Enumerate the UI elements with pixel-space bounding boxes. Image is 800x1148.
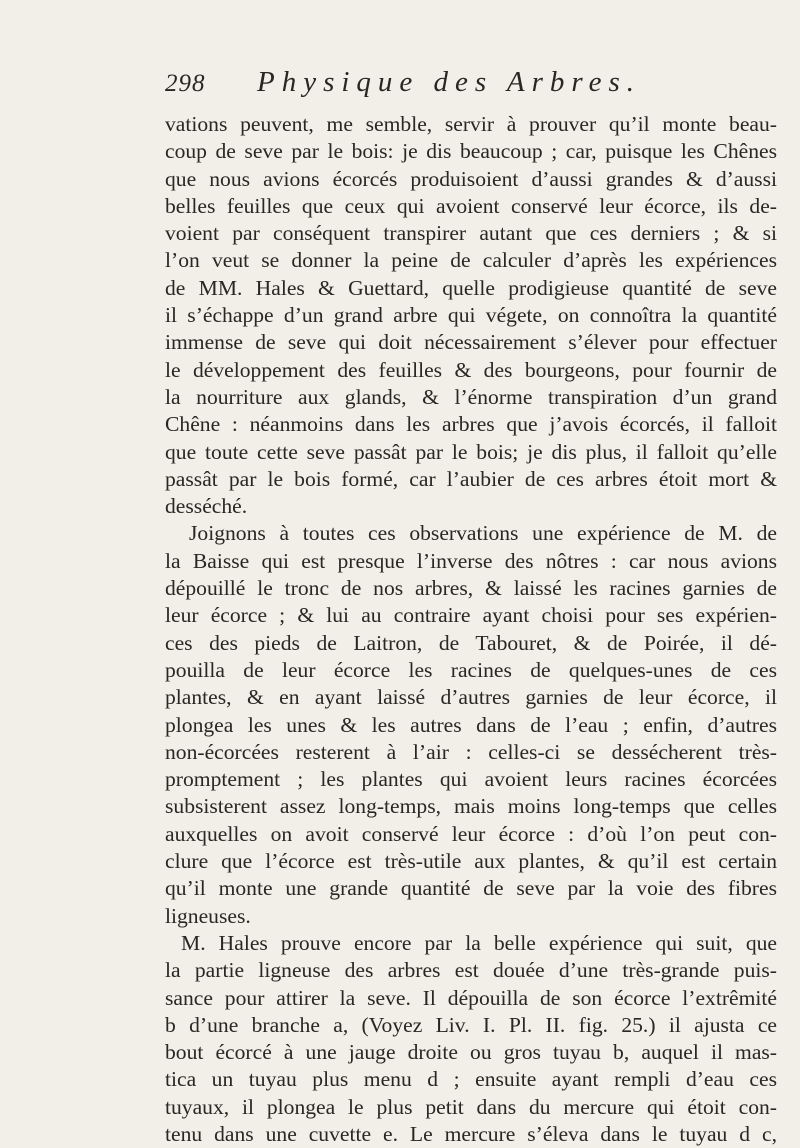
text-line: promptement ; les plantes qui avoient leurs racines écorcées (165, 767, 777, 792)
text-line: b d’une branche a, (Voyez Liv. I. Pl. II. fig. 25.) il ajusta ce (165, 1012, 777, 1037)
text-line: pouilla de leur écorce les racines de quelques-unes de ces (165, 657, 777, 682)
text-line: bout écorcé à une jauge droite ou gros tuyau b, auquel il mas- (165, 1040, 777, 1065)
text-line: la Baisse qui est presque l’inverse des nôtres : car nous avions (165, 548, 777, 573)
text-line: vations peuvent, me semble, servir à prouver qu’il monte beau- (165, 112, 777, 136)
text-line: tica un tuyau plus menu d ; ensuite ayant rempli d’eau ces (165, 1067, 777, 1092)
text-line: ces des pieds de Laitron, de Tabouret, & de Poirée, il dé- (165, 630, 777, 655)
text-line: il s’échappe d’un grand arbre qui végete, on connoîtra la quantité (165, 303, 777, 328)
text-line: tuyaux, il plongea le plus petit dans du mercure qui étoit con- (165, 1094, 777, 1119)
text-line: Joignons à toutes ces observations une expérience de M. de (189, 521, 777, 546)
text-line: voient par conséquent transpirer autant que ces derniers ; & si (165, 221, 777, 246)
text-line: la nourriture aux glands, & l’énorme transpiration d’un grand (165, 384, 777, 409)
text-line: ligneuses. (165, 903, 251, 928)
text-line: passât par le bois formé, car l’aubier de ces arbres étoit mort & (165, 466, 777, 491)
body-text (165, 111, 777, 1148)
text-line: non-écorcées resterent à l’air : celles-ci se dessécherent très- (165, 739, 777, 764)
text-line: tenu dans une cuvette e. Le mercure s’éleva dans le tuyau d c, (165, 1121, 777, 1146)
text-line: la partie ligneuse des arbres est douée d’une très-grande puis- (165, 958, 777, 983)
text-line: clure que l’écorce est très-utile aux plantes, & qu’il est certain (165, 849, 777, 874)
page-header (165, 66, 765, 106)
text-line: que nous avions écorcés produisoient d’aussi grandes & d’aussi (165, 166, 777, 191)
text-line: l’on veut se donner la peine de calculer d’après les expériences (165, 248, 777, 273)
text-line: auxquelles on avoit conservé leur écorce : d’où l’on peut con- (165, 821, 777, 846)
text-line: desséché. (165, 494, 248, 519)
page-number: 298 (165, 70, 206, 97)
text-line: Chêne : néanmoins dans les arbres que j’avois écorcés, il falloit (165, 412, 777, 437)
text-line: que toute cette seve passât par le bois; je dis plus, il falloit qu’elle (165, 439, 777, 464)
text-line: qu’il monte une grande quantité de seve par la voie des fibres (165, 876, 777, 901)
text-line: belles feuilles que ceux qui avoient conservé leur écorce, ils de- (165, 193, 777, 218)
text-line: le développement des feuilles & des bourgeons, pour fournir de (165, 357, 777, 382)
running-title: Physique des Arbres. (257, 66, 642, 98)
text-line: coup de seve par le bois: je dis beaucoup ; car, puisque les Chênes (165, 139, 777, 164)
text-line: plantes, & en ayant laissé d’autres garnies de leur écorce, il (165, 685, 777, 710)
text-line: de MM. Hales & Guettard, quelle prodigieuse quantité de seve (165, 275, 777, 300)
text-line: M. Hales prouve encore par la belle expérience qui suit, que (181, 930, 777, 955)
text-line: leur écorce ; & lui au contraire ayant choisi pour ses expérien- (165, 603, 777, 628)
text-line: immense de seve qui doit nécessairement s’élever pour effectuer (165, 330, 777, 355)
text-line: plongea les unes & les autres dans de l’eau ; enfin, d’autres (165, 712, 777, 737)
text-line: subsisterent assez long-temps, mais moins long-temps que celles (165, 794, 777, 819)
text-line: sance pour attirer la seve. Il dépouilla de son écorce l’extrêmité (165, 985, 777, 1010)
text-line: dépouillé le tronc de nos arbres, & laissé les racines garnies de (165, 576, 777, 601)
